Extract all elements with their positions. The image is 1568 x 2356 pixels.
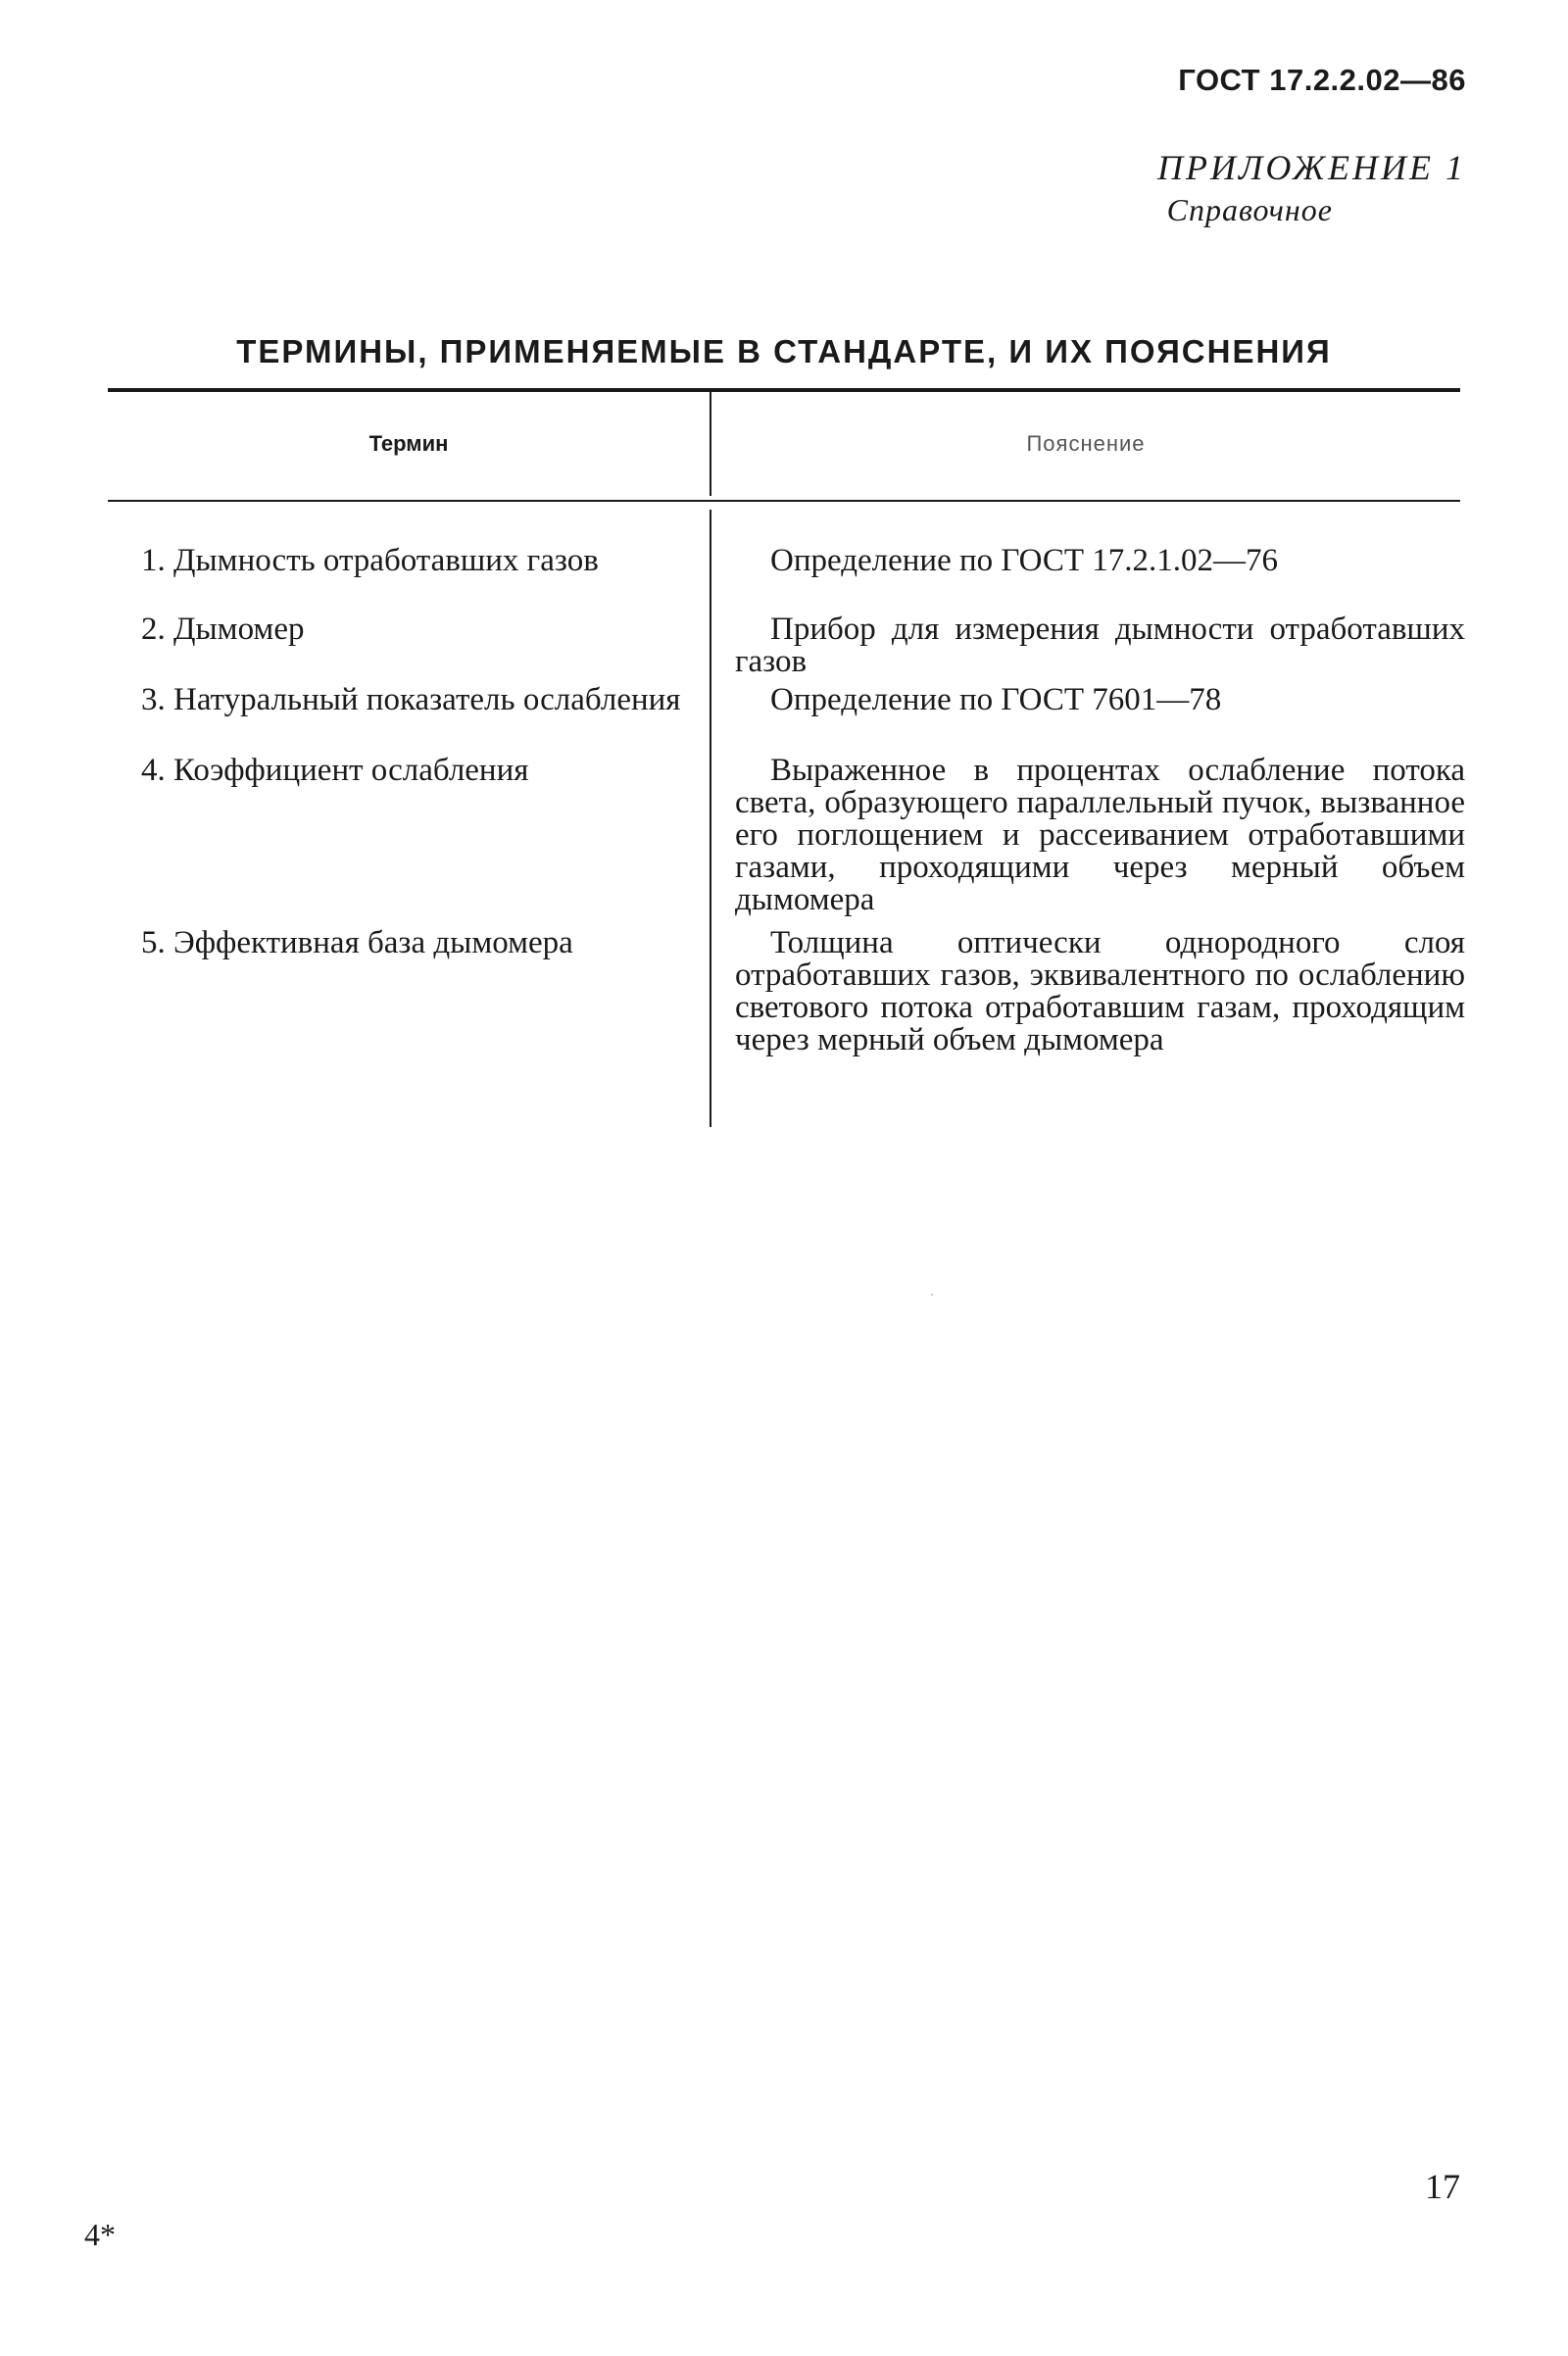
- table-top-rule: [108, 388, 1460, 392]
- row-5-explanation: Толщина оптически однородного слоя отработавших газов, эквивалентного по ослаблению светового потока отработавшим газам, проходящим через мерный объем дымомера: [735, 925, 1465, 1057]
- body-column-divider: [710, 510, 711, 1127]
- appendix-type: Справочное: [1166, 192, 1333, 227]
- row-2-explanation: Прибор для измерения дымности отработавших газов: [735, 612, 1465, 679]
- column-header-explanation: Пояснение: [1026, 431, 1146, 456]
- scan-speck: [931, 1294, 933, 1296]
- appendix-title: ПРИЛОЖЕНИЕ 1: [1157, 148, 1466, 187]
- row-5-term: 5. Эффективная база дымомера: [141, 925, 573, 960]
- column-header-term: Термин: [368, 431, 449, 456]
- signature-mark: 4*: [84, 2217, 116, 2252]
- table-header-rule: [108, 500, 1460, 502]
- row-1-explanation: Определение по ГОСТ 17.2.1.02—76: [770, 543, 1279, 578]
- row-2-term: 2. Дымомер: [141, 612, 305, 647]
- standard-code: ГОСТ 17.2.2.02—86: [1178, 63, 1466, 97]
- row-3-term: 3. Натуральный показатель ослабления: [141, 682, 681, 717]
- row-4-term: 4. Коэффициент ослабления: [141, 753, 529, 788]
- row-4-explanation: Выраженное в процентах ослабление потока света, образующего параллельный пучок, вызванное его поглощением и рассеиванием отработавшими газами, проходящими через мерный объем дымомера: [735, 753, 1465, 917]
- document-title: ТЕРМИНЫ, ПРИМЕНЯЕМЫЕ В СТАНДАРТЕ, И ИХ ПОЯСНЕНИЯ: [236, 333, 1332, 369]
- row-1-term: 1. Дымность отработавших газов: [141, 543, 599, 578]
- page-number: 17: [1425, 2167, 1460, 2206]
- row-3-explanation: Определение по ГОСТ 7601—78: [770, 682, 1222, 717]
